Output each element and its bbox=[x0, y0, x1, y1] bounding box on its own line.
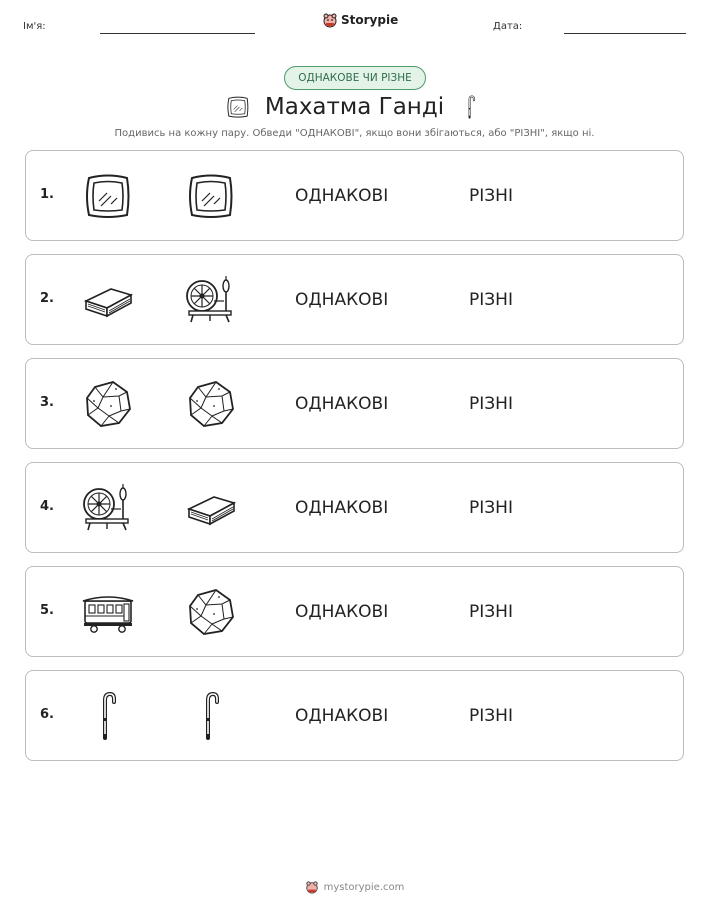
mirror-icon bbox=[225, 94, 251, 120]
mirror-icon bbox=[184, 171, 238, 221]
rock-icon bbox=[184, 379, 238, 429]
option-same[interactable]: ОДНАКОВІ bbox=[295, 602, 389, 622]
option-different[interactable]: РІЗНІ bbox=[469, 706, 513, 726]
option-same[interactable]: ОДНАКОВІ bbox=[295, 394, 389, 414]
option-same[interactable]: ОДНАКОВІ bbox=[295, 290, 389, 310]
footer-url[interactable]: mystorypie.com bbox=[323, 881, 405, 893]
storypie-mascot-icon bbox=[305, 880, 319, 894]
train-car-icon bbox=[81, 587, 135, 637]
title-row bbox=[0, 92, 709, 122]
row-number: 2. bbox=[40, 291, 54, 306]
book-icon bbox=[81, 275, 135, 325]
exercise-row bbox=[25, 462, 684, 553]
date-line[interactable] bbox=[564, 33, 686, 34]
row-number: 5. bbox=[40, 603, 54, 618]
option-different[interactable]: РІЗНІ bbox=[469, 498, 513, 518]
footer bbox=[0, 880, 709, 894]
option-different[interactable]: РІЗНІ bbox=[469, 602, 513, 622]
exercise-row bbox=[25, 150, 684, 241]
mirror-icon bbox=[81, 171, 135, 221]
date-label: Дата: bbox=[493, 21, 523, 32]
cane-icon bbox=[81, 691, 135, 741]
exercise-row bbox=[25, 358, 684, 449]
row-number: 6. bbox=[40, 707, 54, 722]
option-different[interactable]: РІЗНІ bbox=[469, 186, 513, 206]
exercise-row bbox=[25, 670, 684, 761]
brand-logo bbox=[322, 12, 398, 28]
cane-icon bbox=[458, 92, 484, 122]
name-line[interactable] bbox=[100, 33, 255, 34]
instructions: Подивись на кожну пару. Обведи "ОДНАКОВІ", якщо вони збігаються, або "РІЗНІ", якщо ні. bbox=[114, 128, 595, 139]
exercise-row bbox=[25, 566, 684, 657]
page-title: Махатма Ганді bbox=[264, 94, 445, 120]
option-different[interactable]: РІЗНІ bbox=[469, 394, 513, 414]
rock-icon bbox=[184, 587, 238, 637]
brand-name: Storypie bbox=[341, 13, 399, 27]
option-same[interactable]: ОДНАКОВІ bbox=[295, 186, 389, 206]
name-label: Ім'я: bbox=[23, 21, 46, 32]
option-different[interactable]: РІЗНІ bbox=[469, 290, 513, 310]
row-number: 1. bbox=[40, 187, 54, 202]
cane-icon bbox=[184, 691, 238, 741]
storypie-mascot-icon bbox=[322, 12, 338, 28]
book-icon bbox=[184, 483, 238, 533]
spinning-wheel-icon bbox=[184, 275, 238, 325]
rock-icon bbox=[81, 379, 135, 429]
exercise-row bbox=[25, 254, 684, 345]
activity-badge: ОДНАКОВЕ ЧИ РІЗНЕ bbox=[284, 66, 426, 90]
option-same[interactable]: ОДНАКОВІ bbox=[295, 706, 389, 726]
row-number: 3. bbox=[40, 395, 54, 410]
spinning-wheel-icon bbox=[81, 483, 135, 533]
option-same[interactable]: ОДНАКОВІ bbox=[295, 498, 389, 518]
row-number: 4. bbox=[40, 499, 54, 514]
